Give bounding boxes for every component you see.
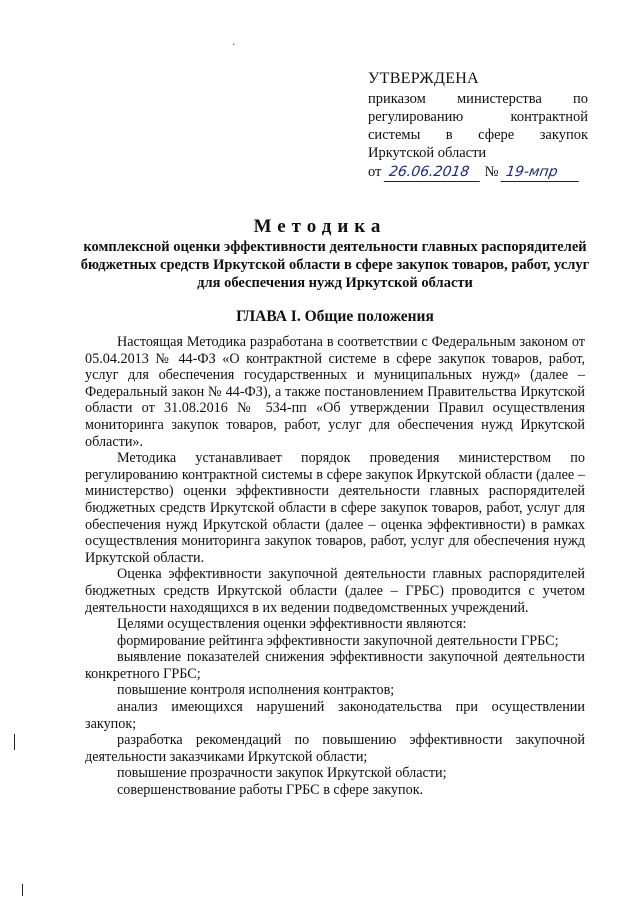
approval-heading: УТВЕРЖДЕНА <box>368 70 480 87</box>
approval-line-4: Иркутской области <box>368 145 487 161</box>
goal-item-4: анализ имеющихся нарушений законодательства при осуществлении закупок; <box>85 699 585 732</box>
goal-item-1: формирование рейтинга эффективности закупочной деятельности ГРБС; <box>117 632 559 649</box>
scan-margin-mark <box>14 734 15 750</box>
approval-date-line <box>368 163 588 182</box>
document-subtitle: комплексной оценки эффективности деятельности главных распорядителей бюджетных средств Иркутской области в сфере закупок товаров, работ, услуг для обеспечения нужд Иркутской области <box>80 239 590 291</box>
approval-stamp-block <box>368 70 588 182</box>
number-prefix: № <box>484 164 499 180</box>
goal-item-5: разработка рекомендаций по повышению эффективности закупочной деятельности заказчиками Иркутской области; <box>85 732 585 765</box>
handwritten-date: 26.06.2018 <box>384 163 483 182</box>
paragraph-2: Методика устанавливает порядок проведения министерством по регулированию контрактной системы в сфере закупок Иркутской области (далее – министерство) оценки эффективности деятельности главных распорядителей бюджетных средств Иркутской области в сфере закупок товаров, работ, услуг для обеспечения нужд Иркутской области (далее – оценка эффективности) в рамках осуществления мониторинга закупок товаров, работ, услуг для обеспечения нужд Иркутской области. <box>85 450 585 566</box>
goal-item-2: выявление показателей снижения эффективности закупочной деятельности конкретного ГРБС; <box>85 649 585 682</box>
scan-margin-mark-bottom <box>22 884 23 896</box>
chapter-heading: ГЛАВА I. Общие положения <box>236 308 434 325</box>
goal-item-6: повышение прозрачности закупок Иркутской области; <box>117 765 447 782</box>
approval-line-1: приказом министерства по <box>368 91 588 107</box>
goal-item-3: повышение контроля исполнения контрактов; <box>117 682 395 699</box>
paragraph-1: Настоящая Методика разработана в соответствии с Федеральным законом от 05.04.2013 № 44-ФЗ «О контрактной системе в сфере закупок товаров, работ, услуг для обеспечения государственных и муниципальных нужд» (далее – Федеральный закон № 44-ФЗ), а также постановлением Правительства Иркутской области от 31.08.2016 № 534-пп «Об утверждении Правил осуществления мониторинга закупок товаров, работ, услуг для обеспечения нужд Иркутской области». <box>85 334 585 450</box>
document-title: Методика <box>253 216 387 237</box>
goal-item-7: совершенствование работы ГРБС в сфере закупок. <box>117 782 424 799</box>
date-prefix: от <box>368 164 382 180</box>
handwritten-number: 19-мпр <box>501 163 582 182</box>
scan-speck: · <box>232 40 236 51</box>
document-body <box>85 334 585 799</box>
paragraph-4: Целями осуществления оценки эффективности являются: <box>117 616 467 633</box>
paragraph-3: Оценка эффективности закупочной деятельности главных распорядителей бюджетных средств Иркутской области (далее – ГРБС) проводится с учетом деятельности находящихся в их ведении подведомственных учреждений. <box>85 566 585 616</box>
approval-line-3: системы в сфере закупок <box>368 127 588 143</box>
approval-line-2: регулированию контрактной <box>368 109 588 125</box>
